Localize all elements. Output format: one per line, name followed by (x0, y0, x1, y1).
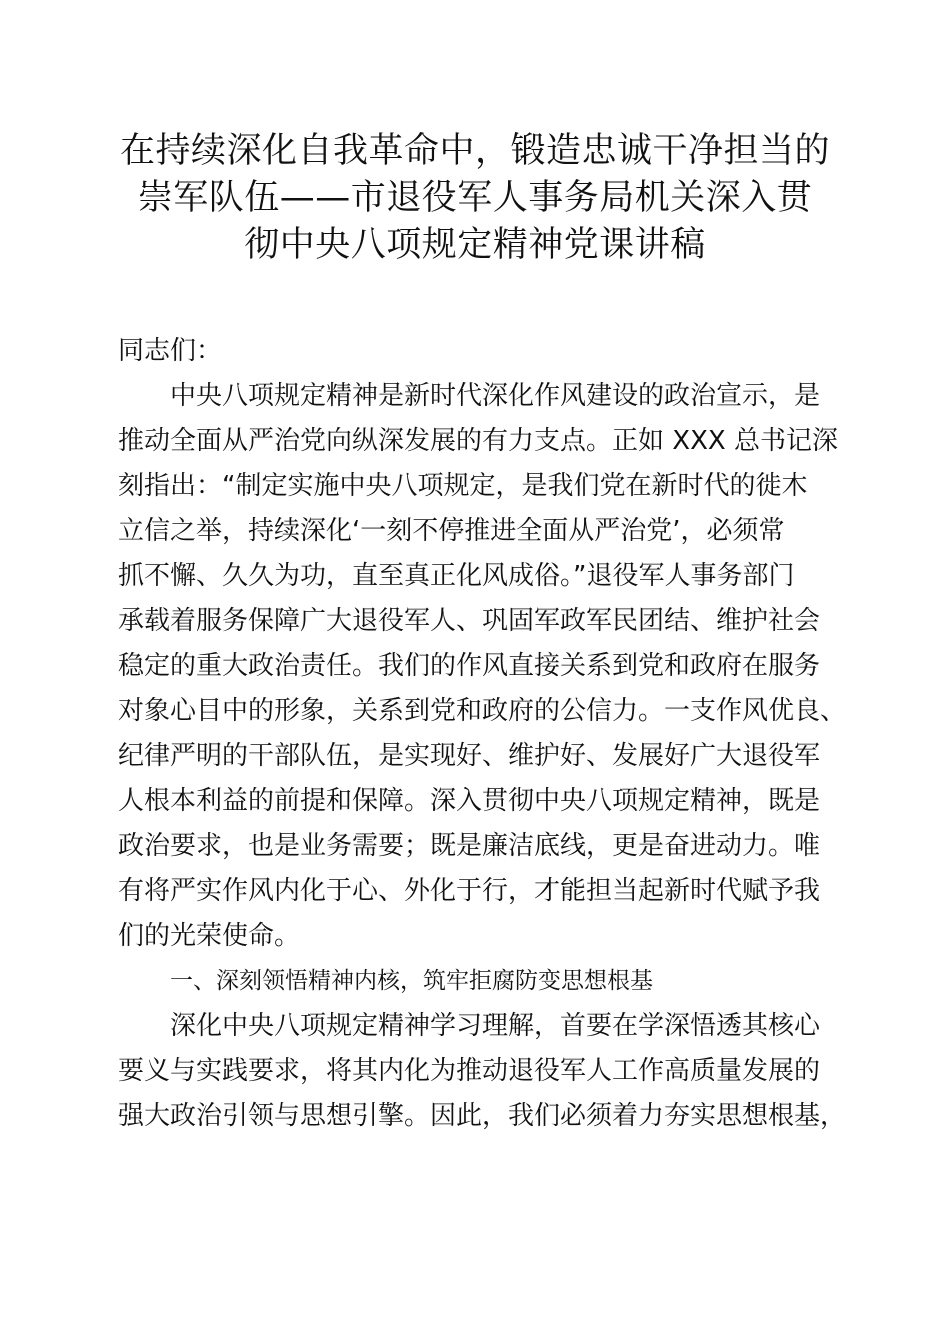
paragraph-line: 人根本利益的前提和保障。深入贯彻中央八项规定精神，既是 (118, 786, 821, 816)
paragraph-line: 对象心目中的形象，关系到党和政府的公信力。一支作风优良、 (118, 696, 847, 726)
title-line: 在持续深化自我革命中，锻造忠诚干净担当的 (119, 131, 830, 171)
paragraph-section-one (118, 1004, 847, 1139)
paragraph-line: 稳定的重大政治责任。我们的作风直接关系到党和政府在服务 (118, 651, 821, 681)
paragraph-line: 强大政治引领与思想引擎。因此，我们必须着力夯实思想根基， (118, 1101, 847, 1131)
paragraph-line: 纪律严明的干部队伍，是实现好、维护好、发展好广大退役军 (118, 741, 821, 771)
title-line: 崇军队伍——市退役军人事务局机关深入贯 (137, 178, 813, 218)
paragraph-line: 立信之举，持续深化‘一刻不停推进全面从严治党’，必须常 (118, 516, 785, 546)
title-line: 彻中央八项规定精神党课讲稿 (244, 225, 706, 265)
paragraph-line: 要义与实践要求，将其内化为推动退役军人工作高质量发展的 (118, 1056, 821, 1086)
paragraph-line: 抓不懈、久久为功，直至真正化风成俗。”退役军人事务部门 (118, 561, 795, 591)
document-body (118, 329, 847, 1139)
paragraph-line: 刻指出：“制定实施中央八项规定，是我们党在新时代的徙木 (118, 471, 808, 501)
paragraph-line: 深化中央八项规定精神学习理解，首要在学深悟透其核心 (170, 1011, 821, 1041)
paragraph-line: 推动全面从严治党向纵深发展的有力支点。正如 XXX 总书记深 (118, 426, 838, 456)
document-title (118, 128, 832, 269)
paragraph-line: 承载着服务保障广大退役军人、巩固军政军民团结、维护社会 (118, 606, 821, 636)
paragraph-line: 中央八项规定精神是新时代深化作风建设的政治宣示，是 (170, 381, 821, 411)
paragraph-line: 有将严实作风内化于心、外化于行，才能担当起新时代赋予我 (118, 876, 821, 906)
paragraph-line: 们的光荣使命。 (118, 921, 301, 951)
paragraph-intro (118, 374, 847, 959)
salutation: 同志们： (118, 336, 223, 366)
document-page (118, 128, 847, 1139)
section-heading: 一、深刻领悟精神内核，筑牢拒腐防变思想根基 (170, 968, 653, 994)
paragraph-line: 政治要求，也是业务需要；既是廉洁底线，更是奋进动力。唯 (118, 831, 821, 861)
